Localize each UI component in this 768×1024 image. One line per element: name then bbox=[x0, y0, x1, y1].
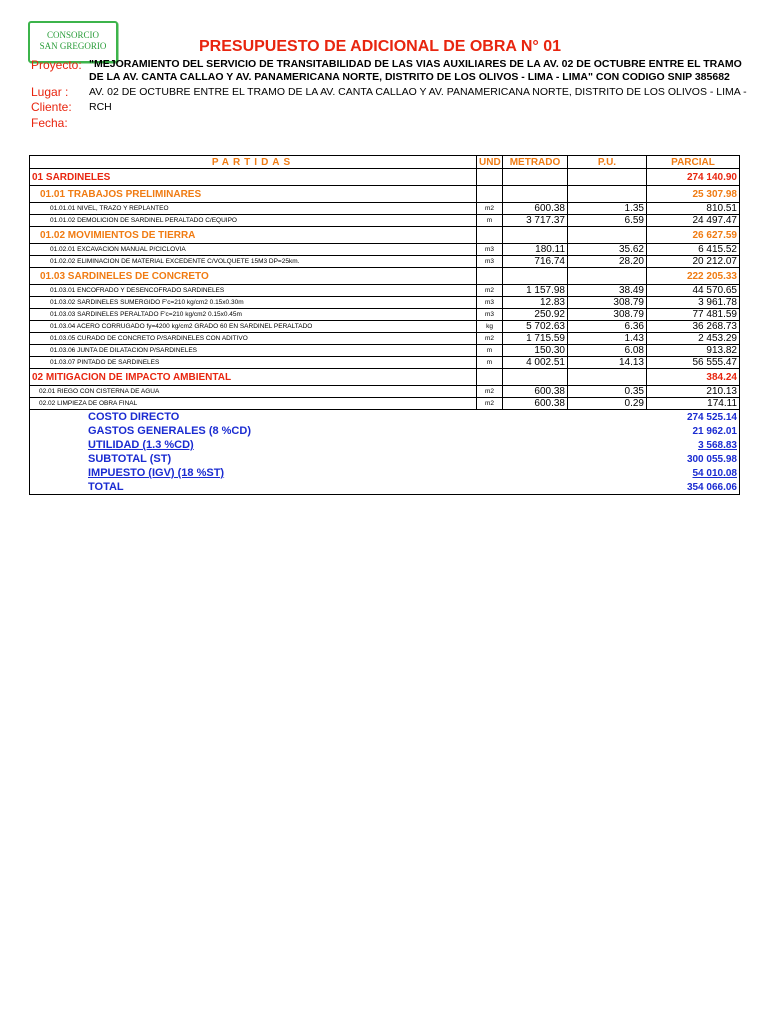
item-unit: m2 bbox=[477, 285, 503, 297]
subsection-row bbox=[30, 227, 740, 244]
header-metrado: METRADO bbox=[503, 156, 568, 169]
cliente-label: Cliente: bbox=[31, 100, 72, 114]
item-description: 01.02.02 ELIMINACION DE MATERIAL EXCEDENTE C/VOLQUETE 15M3 DP=25km. bbox=[30, 256, 477, 268]
table-row bbox=[30, 285, 740, 297]
section-parcial: 274 140.90 bbox=[647, 169, 740, 186]
table-row bbox=[30, 321, 740, 333]
item-unit: m3 bbox=[477, 244, 503, 256]
item-metrado: 600.38 bbox=[503, 203, 568, 215]
item-parcial: 810.51 bbox=[647, 203, 740, 215]
subsection-parcial: 26 627.59 bbox=[647, 227, 740, 244]
item-description: 02.01 RIEGO CON CISTERNA DE AGUA bbox=[30, 386, 477, 398]
item-pu: 14.13 bbox=[568, 357, 647, 369]
item-description: 01.03.04 ACERO CORRUGADO fy=4200 kg/cm2 GRADO 60 EN SARDINEL PERALTADO bbox=[30, 321, 477, 333]
item-parcial: 24 497.47 bbox=[647, 215, 740, 227]
cliente-value: RCH bbox=[89, 101, 112, 113]
subsection-row bbox=[30, 186, 740, 203]
item-pu: 38.49 bbox=[568, 285, 647, 297]
item-pu: 308.79 bbox=[568, 297, 647, 309]
item-parcial: 6 415.52 bbox=[647, 244, 740, 256]
item-pu: 28.20 bbox=[568, 256, 647, 268]
table-row bbox=[30, 386, 740, 398]
item-description: 01.03.05 CURADO DE CONCRETO P/SARDINELES CON ADITIVO bbox=[30, 333, 477, 345]
lugar-label: Lugar : bbox=[31, 85, 69, 99]
budget-table bbox=[29, 155, 740, 495]
proyecto-label: Proyecto: bbox=[31, 58, 82, 72]
table-row bbox=[30, 333, 740, 345]
item-metrado: 5 702.63 bbox=[503, 321, 568, 333]
subsection-row bbox=[30, 268, 740, 285]
company-logo bbox=[28, 21, 118, 63]
total-row-costo-directo bbox=[30, 410, 740, 425]
item-pu: 6.59 bbox=[568, 215, 647, 227]
item-parcial: 210.13 bbox=[647, 386, 740, 398]
item-parcial: 3 961.78 bbox=[647, 297, 740, 309]
item-unit: m2 bbox=[477, 333, 503, 345]
item-unit: kg bbox=[477, 321, 503, 333]
table-row bbox=[30, 297, 740, 309]
item-metrado: 250.92 bbox=[503, 309, 568, 321]
item-unit: m3 bbox=[477, 256, 503, 268]
impuesto-label: IMPUESTO (IGV) (18 %ST) bbox=[88, 467, 225, 479]
item-parcial: 2 453.29 bbox=[647, 333, 740, 345]
proyecto-line-2: DE LA AV. CANTA CALLAO Y AV. PANAMERICANA NORTE, DISTRITO DE LOS OLIVOS - LIMA - LIMA" CON CODIGO SNIP 385682 bbox=[89, 71, 730, 83]
item-pu: 1.43 bbox=[568, 333, 647, 345]
header-parcial: PARCIAL bbox=[647, 156, 740, 169]
utilidad-label: UTILIDAD (1.3 %CD) bbox=[88, 439, 194, 451]
item-unit: m2 bbox=[477, 386, 503, 398]
item-unit: m2 bbox=[477, 203, 503, 215]
item-unit: m3 bbox=[477, 309, 503, 321]
subsection-label: 01.02 MOVIMIENTOS DE TIERRA bbox=[30, 227, 477, 244]
item-unit: m bbox=[477, 357, 503, 369]
section-label: 02 MITIGACION DE IMPACTO AMBIENTAL bbox=[30, 369, 477, 386]
total-row-utilidad bbox=[30, 438, 740, 452]
item-description: 02.02 LIMPIEZA DE OBRA FINAL bbox=[30, 398, 477, 410]
subsection-label: 01.03 SARDINELES DE CONCRETO bbox=[30, 268, 477, 285]
table-row bbox=[30, 345, 740, 357]
total-label: TOTAL bbox=[30, 480, 647, 495]
table-row bbox=[30, 203, 740, 215]
proyecto-line-1: "MEJORAMIENTO DEL SERVICIO DE TRANSITABILIDAD DE LAS VIAS AUXILIARES DE LA AV. 02 DE OCTUBRE ENTRE EL TRAMO bbox=[89, 58, 742, 70]
costo-directo-value: 274 525.14 bbox=[647, 410, 740, 425]
item-parcial: 56 555.47 bbox=[647, 357, 740, 369]
item-description: 01.03.06 JUNTA DE DILATACION P/SARDINELES bbox=[30, 345, 477, 357]
total-value: 354 066.06 bbox=[647, 480, 740, 495]
page-title: PRESUPUESTO DE ADICIONAL DE OBRA N° 01 bbox=[199, 38, 562, 55]
table-row bbox=[30, 357, 740, 369]
item-metrado: 1 157.98 bbox=[503, 285, 568, 297]
item-parcial: 77 481.59 bbox=[647, 309, 740, 321]
item-metrado: 3 717.37 bbox=[503, 215, 568, 227]
fecha-label: Fecha: bbox=[31, 116, 68, 130]
item-parcial: 913.82 bbox=[647, 345, 740, 357]
item-description: 01.03.01 ENCOFRADO Y DESENCOFRADO SARDINELES bbox=[30, 285, 477, 297]
lugar-value: AV. 02 DE OCTUBRE ENTRE EL TRAMO DE LA AV. CANTA CALLAO Y AV. PANAMERICANA NORTE, DISTRITO DE LOS OLIVOS - LIMA - bbox=[89, 86, 747, 98]
impuesto-value: 54 010.08 bbox=[692, 467, 737, 479]
item-description: 01.01.01 NIVEL, TRAZO Y REPLANTEO bbox=[30, 203, 477, 215]
item-pu: 308.79 bbox=[568, 309, 647, 321]
total-row-impuesto bbox=[30, 466, 740, 480]
table-row bbox=[30, 215, 740, 227]
item-pu: 6.08 bbox=[568, 345, 647, 357]
item-unit: m bbox=[477, 345, 503, 357]
gastos-generales-label: GASTOS GENERALES (8 %CD) bbox=[30, 424, 647, 438]
total-row-total bbox=[30, 480, 740, 495]
item-pu: 35.62 bbox=[568, 244, 647, 256]
item-pu: 1.35 bbox=[568, 203, 647, 215]
item-unit: m2 bbox=[477, 398, 503, 410]
total-row-gastos-generales bbox=[30, 424, 740, 438]
item-parcial: 44 570.65 bbox=[647, 285, 740, 297]
item-pu: 6.36 bbox=[568, 321, 647, 333]
item-metrado: 600.38 bbox=[503, 398, 568, 410]
item-metrado: 12.83 bbox=[503, 297, 568, 309]
subtotal-value: 300 055.98 bbox=[647, 452, 740, 466]
item-unit: m bbox=[477, 215, 503, 227]
table-row bbox=[30, 398, 740, 410]
item-metrado: 600.38 bbox=[503, 386, 568, 398]
item-unit: m3 bbox=[477, 297, 503, 309]
item-description: 01.03.03 SARDINELES PERALTADO F'c=210 kg/cm2 0.15x0.45m bbox=[30, 309, 477, 321]
subsection-parcial: 25 307.98 bbox=[647, 186, 740, 203]
item-pu: 0.35 bbox=[568, 386, 647, 398]
section-parcial: 384.24 bbox=[647, 369, 740, 386]
item-metrado: 716.74 bbox=[503, 256, 568, 268]
table-header-row bbox=[30, 156, 740, 169]
section-label: 01 SARDINELES bbox=[30, 169, 477, 186]
item-metrado: 180.11 bbox=[503, 244, 568, 256]
section-row bbox=[30, 169, 740, 186]
costo-directo-label: COSTO DIRECTO bbox=[30, 410, 647, 425]
table-row bbox=[30, 256, 740, 268]
logo-line-1: CONSORCIO bbox=[46, 30, 99, 40]
header-und: UND bbox=[477, 156, 503, 169]
item-parcial: 20 212.07 bbox=[647, 256, 740, 268]
logo-line-2: SAN GREGORIO bbox=[39, 41, 107, 51]
subsection-label: 01.01 TRABAJOS PRELIMINARES bbox=[30, 186, 477, 203]
item-metrado: 4 002.51 bbox=[503, 357, 568, 369]
table-row bbox=[30, 309, 740, 321]
item-description: 01.02.01 EXCAVACION MANUAL P/CICLOVIA bbox=[30, 244, 477, 256]
item-metrado: 1 715.59 bbox=[503, 333, 568, 345]
header-pu: P.U. bbox=[568, 156, 647, 169]
section-row bbox=[30, 369, 740, 386]
header-partidas: PARTIDAS bbox=[30, 156, 477, 169]
item-parcial: 174.11 bbox=[647, 398, 740, 410]
item-parcial: 36 268.73 bbox=[647, 321, 740, 333]
item-description: 01.01.02 DEMOLICION DE SARDINEL PERALTADO C/EQUIPO bbox=[30, 215, 477, 227]
table-row bbox=[30, 244, 740, 256]
item-metrado: 150.30 bbox=[503, 345, 568, 357]
item-description: 01.03.02 SARDINELES SUMERGIDO F'c=210 kg/cm2 0.15x0.30m bbox=[30, 297, 477, 309]
subtotal-label: SUBTOTAL (ST) bbox=[30, 452, 647, 466]
utilidad-value: 3 568.83 bbox=[698, 439, 737, 451]
gastos-generales-value: 21 962.01 bbox=[647, 424, 740, 438]
item-description: 01.03.07 PINTADO DE SARDINELES bbox=[30, 357, 477, 369]
subsection-parcial: 222 205.33 bbox=[647, 268, 740, 285]
item-pu: 0.29 bbox=[568, 398, 647, 410]
total-row-subtotal bbox=[30, 452, 740, 466]
